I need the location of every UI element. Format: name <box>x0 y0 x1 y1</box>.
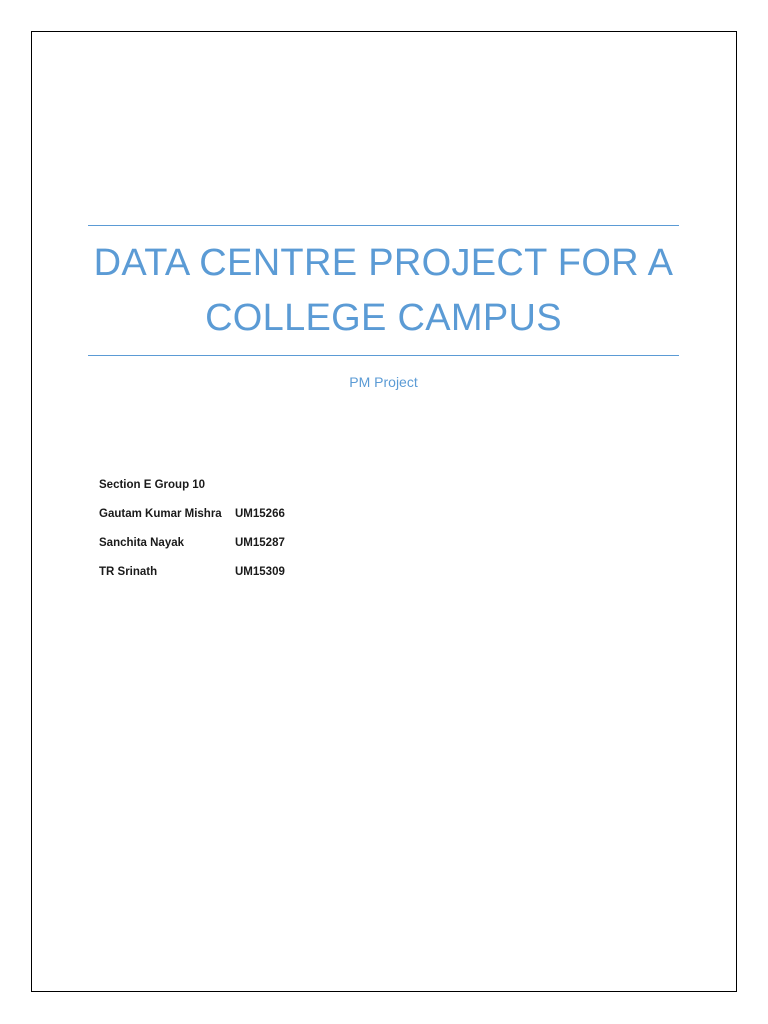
member-row <box>99 505 285 534</box>
title-bottom-rule <box>88 355 679 356</box>
member-name: Gautam Kumar Mishra <box>99 508 222 520</box>
member-row <box>99 563 285 592</box>
group-label: Section E Group 10 <box>99 479 206 491</box>
member-id: UM15309 <box>235 566 285 578</box>
member-name: Sanchita Nayak <box>99 537 185 549</box>
document-title: DATA CENTRE PROJECT FOR A COLLEGE CAMPUS <box>93 242 674 339</box>
member-name: TR Srinath <box>99 566 158 578</box>
member-id: UM15287 <box>235 537 285 549</box>
title-top-rule <box>88 225 679 226</box>
member-list <box>99 476 285 592</box>
document-subtitle: PM Project <box>349 374 418 390</box>
member-id: UM15266 <box>235 508 285 520</box>
member-row <box>99 534 285 563</box>
